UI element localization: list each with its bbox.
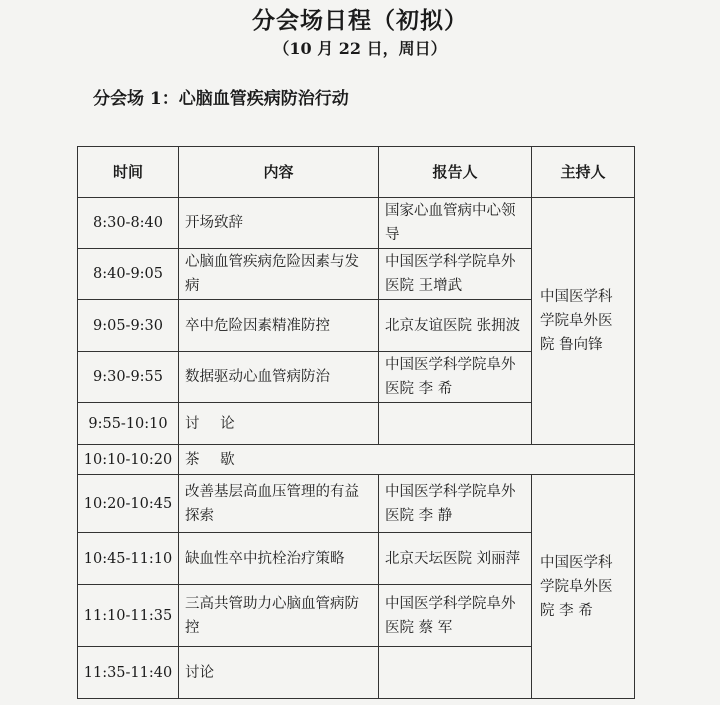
time-cell: 10:20-10:45 xyxy=(78,475,179,533)
header-content: 内容 xyxy=(179,147,379,198)
speaker-cell: 中国医学科学院阜外医院 蔡 军 xyxy=(379,585,532,647)
speaker-cell: 国家心血管病中心领导 xyxy=(379,198,532,249)
section-heading: 分会场 1：心脑血管疾病防治行动 xyxy=(93,89,349,109)
content-cell: 数据驱动心血管病防治 xyxy=(179,352,379,403)
time-cell: 9:55-10:10 xyxy=(78,403,179,445)
content-cell: 讨 论 xyxy=(179,403,379,445)
table-row xyxy=(78,198,635,249)
content-cell: 三高共管助力心脑血管病防控 xyxy=(179,585,379,647)
page-subtitle: （10 月 22 日，周日） xyxy=(273,39,447,58)
speaker-cell: 北京天坛医院 刘丽萍 xyxy=(379,533,532,585)
time-cell: 11:35-11:40 xyxy=(78,647,179,699)
time-cell: 8:30-8:40 xyxy=(78,198,179,249)
schedule-table xyxy=(77,146,635,699)
content-cell: 卒中危险因素精准防控 xyxy=(179,300,379,352)
break-row xyxy=(78,445,635,475)
header-host: 主持人 xyxy=(532,147,635,198)
time-cell: 9:05-9:30 xyxy=(78,300,179,352)
content-cell: 开场致辞 xyxy=(179,198,379,249)
page-title: 分会场日程（初拟） xyxy=(252,7,468,34)
header-speaker: 报告人 xyxy=(379,147,532,198)
time-cell: 8:40-9:05 xyxy=(78,249,179,300)
speaker-cell: 中国医学科学院阜外医院 李 希 xyxy=(379,352,532,403)
host-cell: 中国医学科学院阜外医院 鲁向锋 xyxy=(532,198,635,445)
speaker-cell xyxy=(379,647,532,699)
content-cell: 缺血性卒中抗栓治疗策略 xyxy=(179,533,379,585)
table-row xyxy=(78,475,635,533)
break-label: 茶 歇 xyxy=(179,445,635,475)
time-cell: 10:45-11:10 xyxy=(78,533,179,585)
table-header-row xyxy=(78,147,635,198)
content-cell: 讨论 xyxy=(179,647,379,699)
header-time: 时间 xyxy=(78,147,179,198)
content-cell: 改善基层高血压管理的有益探索 xyxy=(179,475,379,533)
speaker-cell xyxy=(379,403,532,445)
time-cell: 10:10-10:20 xyxy=(78,445,179,475)
speaker-cell: 北京友谊医院 张拥波 xyxy=(379,300,532,352)
time-cell: 9:30-9:55 xyxy=(78,352,179,403)
speaker-cell: 中国医学科学院阜外医院 李 静 xyxy=(379,475,532,533)
speaker-cell: 中国医学科学院阜外医院 王增武 xyxy=(379,249,532,300)
time-cell: 11:10-11:35 xyxy=(78,585,179,647)
content-cell: 心脑血管疾病危险因素与发病 xyxy=(179,249,379,300)
host-cell: 中国医学科学院阜外医院 李 希 xyxy=(532,475,635,699)
